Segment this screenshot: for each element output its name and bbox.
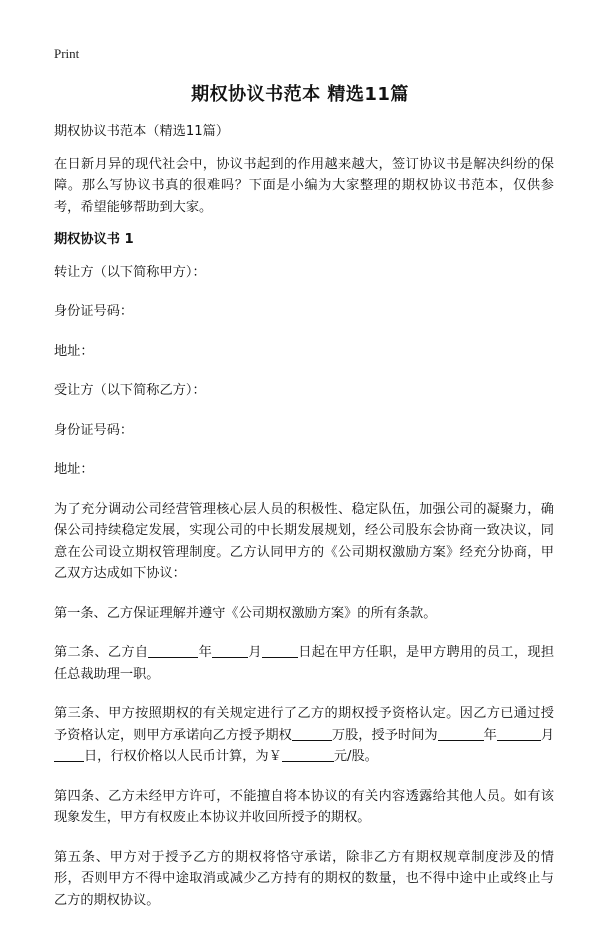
month-blank xyxy=(212,643,248,658)
shares-blank xyxy=(292,726,332,741)
section-heading: 期权协议书 1 xyxy=(54,232,134,247)
transferee-line: 受让方（以下简称乙方）： xyxy=(54,383,206,398)
day-blank xyxy=(262,643,298,658)
article-3 xyxy=(54,703,554,768)
article-3-text-1: 第三条、甲方按照期权的有关规定进行了乙方的期权授予资格认定。因乙方已通过授予资格认定，则甲方承诺向乙方授予期权 xyxy=(54,706,554,743)
address-line-1: 地址： xyxy=(54,343,94,359)
article-2-text-1: 第二条、乙方自 xyxy=(54,645,149,660)
price-blank xyxy=(282,747,334,762)
document-body xyxy=(54,121,554,929)
document-subtitle: 期权协议书范本（精选11篇） xyxy=(54,124,230,139)
article-4: 第四条、乙方未经甲方许可，不能擅自将本协议的有关内容透露给其他人员。如有该现象发生，甲方有权废止本协议并收回所授予的期权。 xyxy=(54,788,554,825)
year-blank xyxy=(148,643,198,658)
article-5: 第五条、甲方对于授予乙方的期权将恪守承诺，除非乙方有期权规章制度涉及的情形，否则甲方不得中途取消或减少乙方持有的期权的数量，也不得中途中止或终止与乙方的期权协议。 xyxy=(54,849,554,908)
document-title: 期权协议书范本 精选11篇 xyxy=(191,84,409,105)
article-2-text-2: 年 xyxy=(198,645,213,660)
article-3-text-5: 日，行权价格以人民币计算，为￥ xyxy=(84,749,282,764)
grant-month-blank xyxy=(497,726,541,741)
id-number-line-1: 身份证号码： xyxy=(54,304,134,319)
article-3-text-2: 万股，授予时间为 xyxy=(331,727,438,743)
address-line-2: 地址： xyxy=(54,462,94,477)
article-3-text-4: 月 xyxy=(540,727,555,743)
intro-paragraph: 在日新月异的现代社会中，协议书起到的作用越来越大，签订协议书是解决纠纷的保障。那么写协议书真的很难吗？下面是小编为大家整理的期权协议书范本，仅供参考，希望能够帮助到大家。 xyxy=(54,156,554,215)
preamble-paragraph: 为了充分调动公司经营管理核心层人员的积极性、稳定队伍，加强公司的凝聚力，确保公司持续稳定发展，实现公司的中长期发展规划，经公司股东会协商一致决议，同意在公司设立期权管理制度。乙方认同甲方的《公司期权激励方案》经充分协商，甲乙双方达成如下协议： xyxy=(54,501,554,581)
grant-year-blank xyxy=(438,726,484,741)
grant-day-blank xyxy=(54,747,84,762)
article-3-text-3: 年 xyxy=(483,727,497,743)
print-label: Print xyxy=(54,46,80,61)
article-1: 第一条、乙方保证理解并遵守《公司期权激励方案》的所有条款。 xyxy=(54,605,437,621)
article-3-text-6: 元/股。 xyxy=(333,749,378,764)
transferor-line: 转让方（以下简称甲方）： xyxy=(54,264,206,280)
id-number-line-2: 身份证号码： xyxy=(54,422,134,438)
article-2 xyxy=(54,642,554,685)
article-2-text-4: 日起在甲方任职，是甲方聘用的员工，现担任总裁助理一职。 xyxy=(54,645,555,682)
article-2-text-3: 月 xyxy=(248,645,262,660)
